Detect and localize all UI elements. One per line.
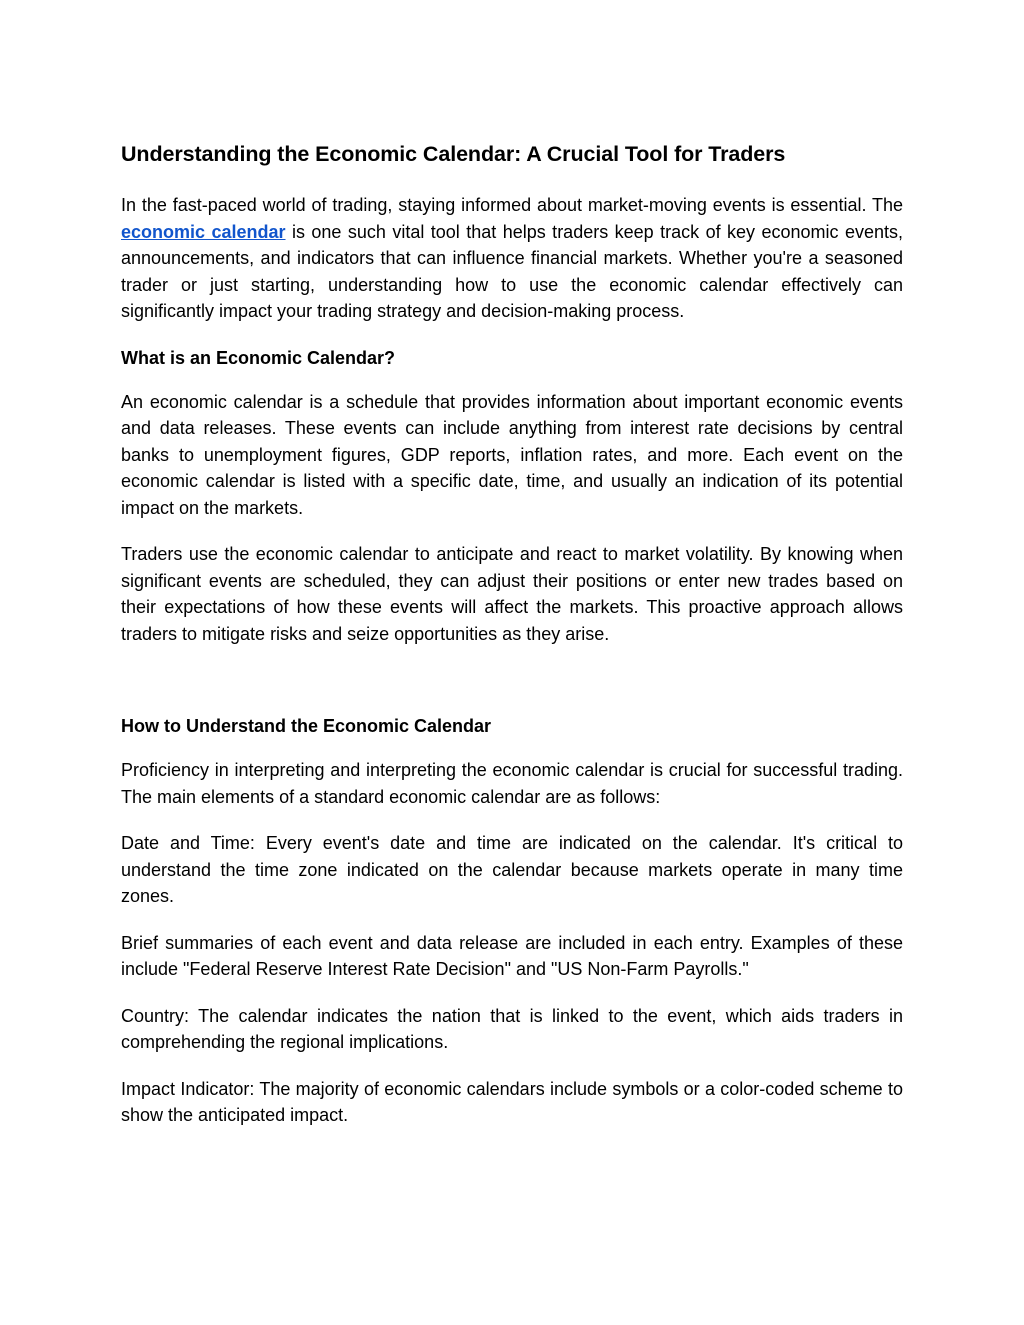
- what-is-paragraph-2: Traders use the economic calendar to anticipate and react to market volatility. By knowing when significant events are scheduled, they can adjust their positions or enter new trades based on their expectations of how these events will affect the markets. This proactive approach allows traders to mitigate risks and seize opportunities as they arise.: [121, 544, 903, 644]
- intro-paragraph: [121, 192, 903, 325]
- page-title: Understanding the Economic Calendar: A Crucial Tool for Traders: [121, 142, 786, 166]
- date-and-time-paragraph: Date and Time: Every event's date and time are indicated on the calendar. It's critical to understand the time zone indicated on the calendar because markets operate in many time zones.: [121, 833, 903, 906]
- section-heading-what-is: What is an Economic Calendar?: [121, 347, 396, 368]
- how-to-paragraph-1: Proficiency in interpreting and interpreting the economic calendar is crucial for successful trading. The main elements of a standard economic calendar are as follows:: [121, 760, 903, 807]
- summaries-paragraph: Brief summaries of each event and data release are included in each entry. Examples of these include "Federal Reserve Interest Rate Decision" and "US Non-Farm Payrolls.": [121, 932, 903, 979]
- section-spacer: [121, 667, 903, 713]
- country-paragraph: Country: The calendar indicates the nation that is linked to the event, which aids traders in comprehending the regional implications.: [121, 1005, 903, 1052]
- what-is-paragraph-1: An economic calendar is a schedule that provides information about important economic events and data releases. These events can include anything from interest rate decisions by central banks to unemployment figures, GDP reports, inflation rates, and more. Each event on the economic calendar is listed with a specific date, time, and usually an indication of its potential impact on the markets.: [121, 391, 903, 518]
- economic-calendar-link[interactable]: economic calendar: [121, 221, 286, 242]
- intro-text-before-link: In the fast-paced world of trading, staying informed about market-moving events is essential. The: [121, 195, 903, 215]
- intro-text-after-link: is one such vital tool that helps traders keep track of key economic events, announcements, and indicators that can influence financial markets. Whether you're a seasoned trader or just starting, understanding how to use the economic calendar effectively can significantly impact your trading strategy and decision-making process.: [121, 221, 903, 321]
- impact-indicator-paragraph: Impact Indicator: The majority of economic calendars include symbols or a color-coded scheme to show the anticipated impact.: [121, 1078, 903, 1125]
- section-heading-how-to: How to Understand the Economic Calendar: [121, 716, 492, 736]
- document-page: [121, 138, 903, 1149]
